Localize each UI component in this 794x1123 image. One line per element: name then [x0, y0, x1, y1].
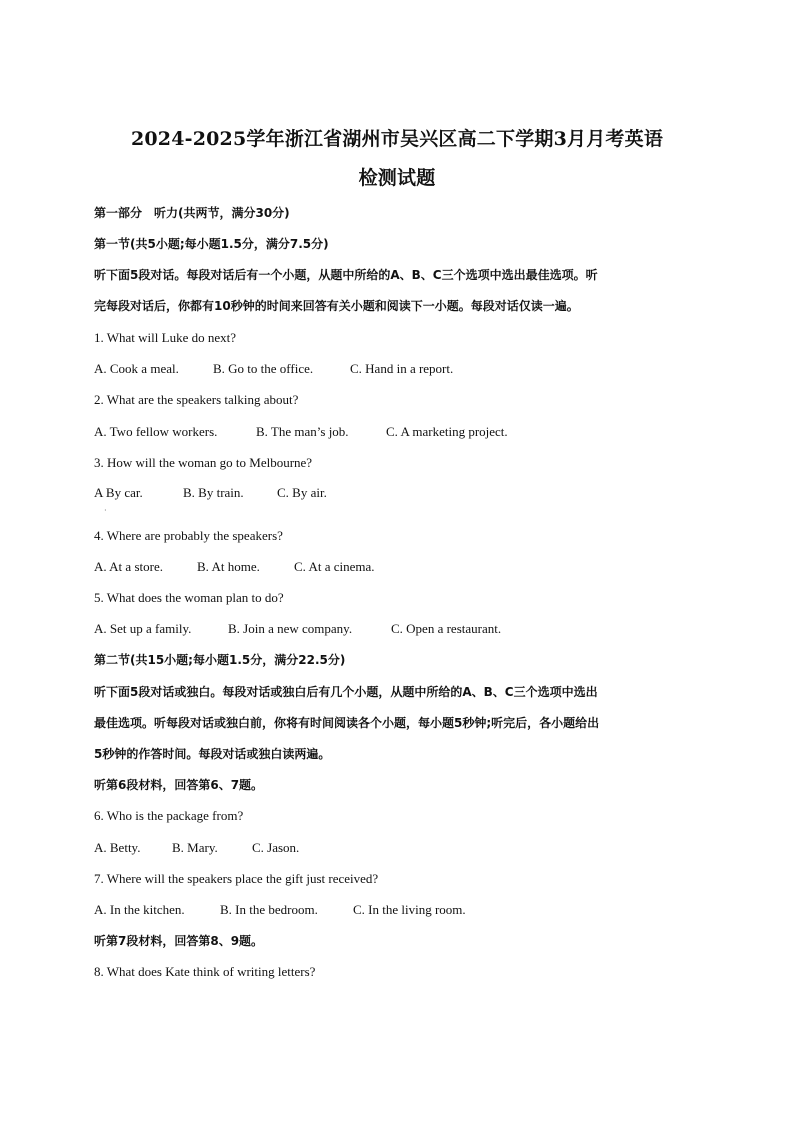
question-6-options: [94, 840, 299, 856]
question-1-option-c: C. Hand in a report.: [350, 361, 454, 376]
material-7-heading: 听第7段材料，回答第8、9题。: [94, 934, 264, 948]
section1-instructions-line-1: 听下面5段对话。每段对话后有一个小题，从题中所给的A、B、C三个选项中选出最佳选项。听: [94, 268, 598, 282]
question-7-options: [94, 902, 466, 918]
document-title-line-1: 2024-2025学年浙江省湖州市吴兴区高二下学期3月月考英语: [130, 128, 664, 150]
stray-mark: ·: [104, 506, 107, 515]
question-6-option-c: C. Jason.: [252, 840, 300, 855]
question-3-option-c: C. By air.: [277, 485, 327, 500]
question-1-options: [94, 361, 453, 377]
part1-heading: 第一部分 听力(共两节，满分30分): [94, 206, 290, 220]
question-7-option-c: C. In the living room.: [353, 902, 466, 917]
document-title-line-2: 检测试题: [358, 167, 436, 189]
material-6-heading: 听第6段材料，回答第6、7题。: [94, 778, 264, 792]
question-6-stem: 6. Who is the package from?: [94, 808, 244, 823]
question-5-option-a: A. Set up a family.: [94, 621, 192, 636]
question-3-option-b: B. By train.: [183, 485, 244, 500]
question-4-option-b: B. At home.: [197, 559, 260, 574]
question-5-option-b: B. Join a new company.: [228, 621, 353, 636]
question-2-option-a: A. Two fellow workers.: [94, 424, 218, 439]
section2-instructions-line-2: 最佳选项。听每段对话或独白前，你将有时间阅读各个小题，每小题5秒钟;听完后，各小题给出: [94, 716, 600, 730]
question-6-option-a: A. Betty.: [94, 840, 141, 855]
question-7-stem: 7. Where will the speakers place the gift just received?: [94, 871, 379, 886]
question-2-option-c: C. A marketing project.: [386, 424, 508, 439]
question-3-options: [94, 485, 327, 501]
question-5-stem: 5. What does the woman plan to do?: [94, 590, 284, 605]
question-5-option-c: C. Open a restaurant.: [391, 621, 502, 636]
question-7-option-b: B. In the bedroom.: [220, 902, 318, 917]
question-6-option-b: B. Mary.: [172, 840, 218, 855]
question-2-option-b: B. The man’s job.: [256, 424, 349, 439]
question-4-option-c: C. At a cinema.: [294, 559, 375, 574]
question-1-option-b: B. Go to the office.: [213, 361, 314, 376]
question-4-stem: 4. Where are probably the speakers?: [94, 528, 283, 543]
section2-heading: 第二节(共15小题;每小题1.5分，满分22.5分): [94, 653, 346, 667]
question-7-option-a: A. In the kitchen.: [94, 902, 185, 917]
question-3-option-a: A By car.: [94, 485, 143, 500]
question-2-stem: 2. What are the speakers talking about?: [94, 392, 299, 407]
question-3-stem: 3. How will the woman go to Melbourne?: [94, 455, 313, 470]
question-4-option-a: A. At a store.: [94, 559, 163, 574]
section1-heading: 第一节(共5小题;每小题1.5分，满分7.5分): [94, 237, 329, 251]
section2-instructions-line-1: 听下面5段对话或独白。每段对话或独白后有几个小题，从题中所给的A、B、C三个选项中选出: [94, 685, 598, 699]
question-4-options: [94, 559, 375, 575]
section1-instructions-line-2: 完每段对话后，你都有10秒钟的时间来回答有关小题和阅读下一小题。每段对话仅读一遍。: [94, 299, 579, 313]
question-1-stem: 1. What will Luke do next?: [94, 330, 237, 345]
question-5-options: [94, 621, 501, 637]
section2-instructions-line-3: 5秒钟的作答时间。每段对话或独白读两遍。: [94, 747, 331, 761]
question-1-option-a: A. Cook a meal.: [94, 361, 179, 376]
question-2-options: [94, 424, 508, 440]
question-8-stem: 8. What does Kate think of writing letters?: [94, 964, 316, 979]
